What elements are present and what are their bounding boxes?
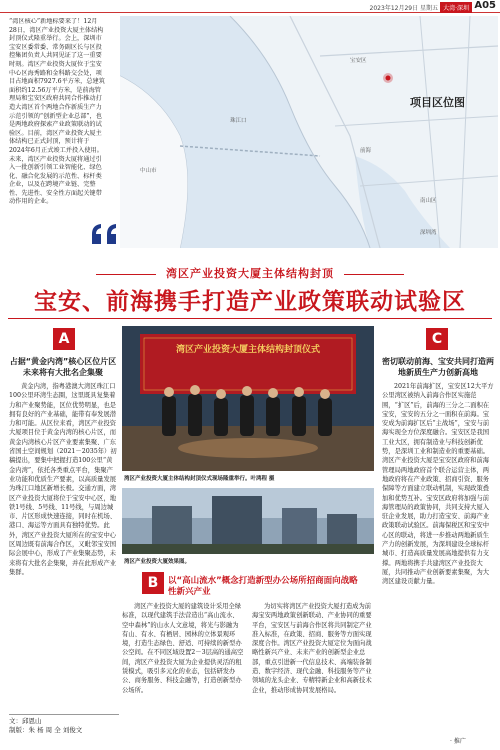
section-c-heading: 密切联动前海、宝安共同打造两地新质生产力创新高地: [382, 357, 494, 377]
page-number: A05: [474, 0, 496, 11]
masthead: [0, 0, 500, 13]
quote-mark-icon: [90, 222, 120, 246]
section-badge-a: A: [53, 328, 75, 350]
section-b-text-right: 为切实将湾区产业投资大厦打造成为前海宝安两地政策创新联动、产业协同的重要平台，宝安区与前海合作区将共同制定产业准入标准，在政策、招商、服务等方面实现深度合作。湾区产业投资大厦定位为面向战略性新兴产业、未来产业的创新型企业总部，重点引进新一代信息技术、高端装备制造、数字经济、现代金融、科技服务等产业领域的龙头企业、专精特新企业和高新技术企业，推动形成协同发展格局。: [252, 603, 372, 694]
section-c-text: 2021年前海扩区，宝安区12大平方公里湾区被纳入前海合作区实施范围，“扩区”后，前海的三分之二面积在宝安，宝安的五分之一面积在前海。宝安成为前海扩区后“主战场”，宝安与前海实现全方位深度融合。宝安区是我国工业大区，拥有制造业与科技创新优势，是深圳工业和制造业的重要基础。湾区产业投资大厦是宝安区政府和前海管理局两地政府首个联合运营主体，两地政府将在产业政策、招商引资、服务保障等方面建立联动机制，实现政策叠加和优势互补。宝安区政府将加强与前海管理局的政策协同，共同支持大厦入驻企业发展，助力打造宝安、前海产业政策联动试验区。前海保税区和宝安中心区的联动，将进一步推动两地新质生产力的创新发展，为深圳建设全球标杆城市、打造高质量发展高地提供有力支撑。两地将携手共建湾区产业投资大厦，共同推动产业创新要素集聚，为大湾区建设贡献力量。: [382, 383, 494, 586]
map-label: 南山区: [420, 198, 437, 204]
map-title: 项目区位图: [410, 96, 465, 109]
section-a-body: [9, 382, 117, 707]
section-badge-c: C: [426, 328, 448, 350]
section-b-heading: 以“高山流水”概念打造新型办公场所招商面向战略性新兴产业: [168, 576, 358, 597]
map-label: 宝安区: [350, 58, 367, 64]
rendering-photo: [122, 488, 374, 554]
map-graphic: [120, 16, 498, 248]
section-badge-b: B: [142, 572, 164, 594]
section-c-body: [382, 382, 494, 732]
credit-editor: 文：邱恩山: [9, 717, 42, 725]
map-label: 前海: [360, 148, 372, 154]
section-a-text: 黄金内湾，指粤港澳大湾区珠江口100公里环湾生态圈，这里既具复集着力和产业聚势能，区位优势明显，也是拥有良好的产业基础，能带有奉发展潜力和可能。从区位来看，湾区产业投资大厦项目位于黄金内湾的核心片区，而黄金内湾核心片区产业要素集聚、广东省国土空间规划（2021－2035年）初稿提出，要集中把握打造100公里“黄金内湾”，依托各类重点平台，集聚产业功能和优质生产要素，以高质量发展为珠江口地区新增长极。交通方面，湾区产业投资大厦将位于宝安中心区，地铁1号线、5号线、11号线，与周边城市、片区形成快速连接，同时在机场、港口、海运等方面具有独特优势。此外，湾区产业投资大厦所在的宝安中心区周边既有前海合作区，又毗邻宝安国际会展中心，形成了产业集聚态势，未来将有大批名企集聚，并在此形成产业集群。: [9, 383, 117, 576]
section-tag: 大湾·深圳: [440, 2, 472, 13]
section-b-body-right: [252, 602, 376, 742]
photo-caption: 湾区产业投资大厦主体结构封顶仪式现场隆重举行。叶鸿程 摄: [124, 476, 275, 482]
banner-text: 湾区产业投资大厦主体结构封顶仪式: [175, 345, 320, 355]
article-subtitle: 湾区产业投资大厦主体结构封顶: [0, 265, 500, 281]
credit-layout: 制版：朱 杨 周 全 刘俊文: [9, 726, 83, 734]
rendering-caption: 湾区产业投资大厦效果图。: [124, 559, 191, 565]
section-a-heading: 占据“黄金内湾”核心区位片区未来将有大批名企集聚: [9, 357, 117, 377]
issue-date: 2023年12月29日 星期五: [369, 5, 438, 12]
map-label: 中山市: [140, 168, 157, 174]
intro-column: [9, 18, 105, 253]
divider: [8, 318, 492, 319]
section-b-body-left: [122, 602, 244, 742]
map-label: 深圳湾: [420, 230, 437, 236]
promo-mark: · 推广: [450, 738, 466, 745]
location-map: [120, 16, 498, 248]
intro-text: “湾区核心”新地标要来了！12月28日，湾区产业投资大厦主体结构封顶仪式隆重举行。会上，深圳市宝安区委常委、常务副区长与区投控集团负责人共同见证了这一重要时刻。湾区产业投资大厦位于宝安中心区海秀路和金科路交会处，项目占地面积7927.6平方米，总建筑面积约12.56万平方米，是前海管理局和宝安区政府共同合作推动打造大湾区首个两地合作新质生产力示范引领的“创新型企业总部”，也是两地政府探索产业政策联动的试验区。目前，湾区产业投资大厦主体结构已正式封顶，预计将于2024年6月正式竣工并投入使用。未来，湾区产业投资大厦将通过引入一批创新引领工业智能化、绿色化、融合化发展的示范性、标杆类企业，以及在跨境产业链、完整性、先进性、安全性方面起关键带动作用的企业。: [9, 18, 105, 206]
ceremony-photo: [122, 326, 374, 471]
section-b-text-left: 湾区产业投资大厦的建筑设计采用全绿标准，以现代建筑手法营造出“高山流水、空中森林”的山水人文意境，将光与影融为有山、有水、有栖居、园林的立体景观环境，打造生态绿色、舒适、可持续的新型办公空间。在不同区域设置2－3层高的通高空间，湾区产业投资大厦为企业提供灵活的租赁模式，吸引多元化的业态，包括研发办公、商务服务、科技金融等，打造创新型办公场所。: [122, 603, 244, 694]
map-label: 珠江口: [230, 118, 247, 124]
article-headline: 宝安、前海携手打造产业政策联动试验区: [34, 288, 466, 315]
credits: [9, 714, 119, 735]
